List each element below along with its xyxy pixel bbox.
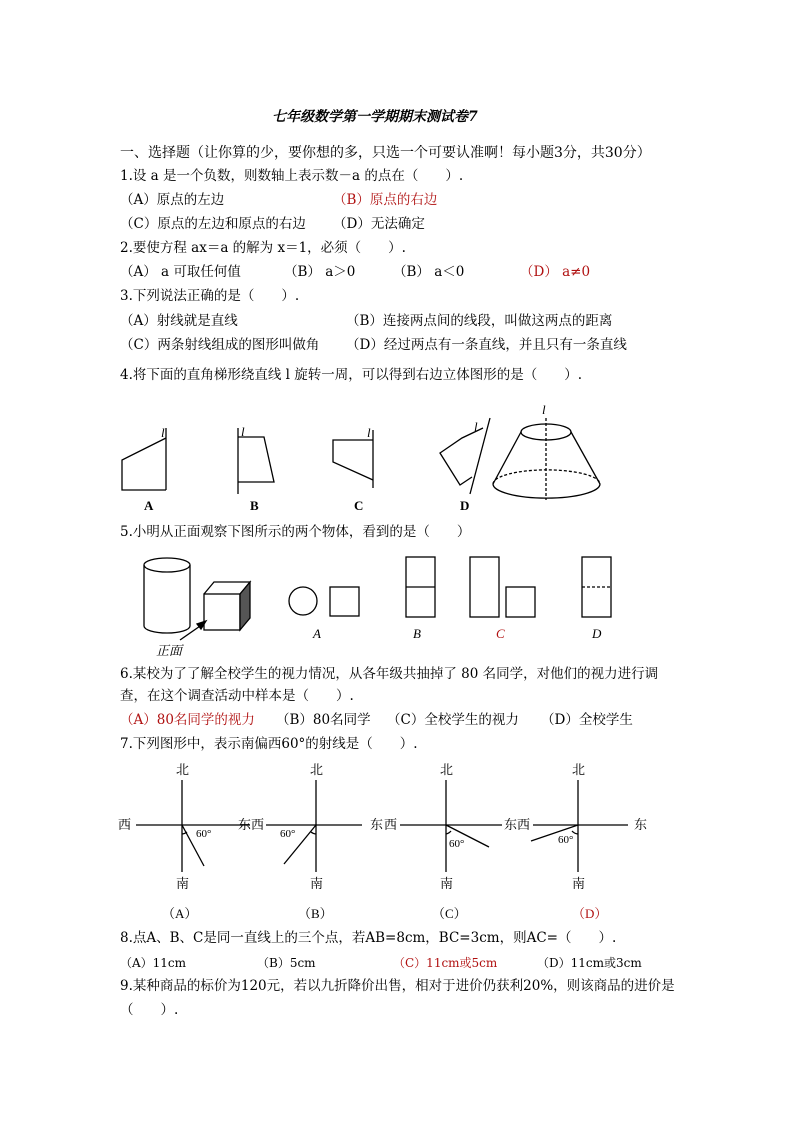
q7c-east: 东 bbox=[504, 817, 518, 832]
q5-solids bbox=[144, 558, 250, 640]
q9-stem-line1: 9.某种商品的标价为120元，若以九折降价出售，相对于进价仍获利20%，则该商品的进价是 bbox=[120, 978, 675, 994]
q4-figure-d bbox=[440, 418, 490, 494]
q7b-north: 北 bbox=[310, 762, 324, 777]
q7-compass-b bbox=[266, 780, 362, 872]
q2-stem: 2.要使方程 ax＝a 的解为 x＝1，必须（ ）. bbox=[120, 240, 406, 256]
q6-option-d: （D）全校学生 bbox=[541, 712, 633, 728]
q5-label-a: A bbox=[313, 626, 321, 641]
q4-axis-label-d: l bbox=[474, 419, 478, 434]
q5-option-d-shapes bbox=[582, 557, 611, 617]
q8-stem: 8.点A、B、C是同一直线上的三个点，若AB=8cm，BC=3cm，则AC=（ ）. bbox=[120, 930, 617, 946]
q7b-west: 西 bbox=[251, 817, 265, 832]
q8-option-d: （D）11cm或3cm bbox=[537, 956, 642, 970]
q7b-angle: 60° bbox=[280, 828, 296, 840]
q2-option-b: （B） a＞0 bbox=[284, 264, 356, 280]
q6-option-c: （C）全校学生的视力 bbox=[387, 712, 519, 728]
q7-label-d: （D） bbox=[572, 906, 608, 921]
q5-label-c: C bbox=[496, 626, 505, 641]
q4-axis-label-frustum: l bbox=[542, 402, 546, 417]
q6-option-a: （A）80名同学的视力 bbox=[120, 712, 255, 728]
q7d-angle: 60° bbox=[558, 834, 574, 846]
q7d-west: 西 bbox=[517, 817, 531, 832]
q3-option-b: （B）连接两点间的线段，叫做这两点的距离 bbox=[346, 313, 613, 329]
q7c-south: 南 bbox=[440, 876, 454, 891]
q7c-angle: 60° bbox=[449, 838, 465, 850]
q3-option-a: （A）射线就是直线 bbox=[120, 313, 238, 329]
q7-compass-d bbox=[531, 780, 628, 872]
q4-stem: 4.将下面的直角梯形绕直线 l 旋转一周，可以得到右边立体图形的是（ ）. bbox=[120, 367, 583, 383]
q4-label-c: C bbox=[354, 498, 364, 513]
q6-stem-line2: 查，在这个调查活动中样本是（ ）. bbox=[120, 688, 354, 704]
q2-option-d: （D） a≠0 bbox=[520, 264, 591, 280]
q5-option-a-shapes bbox=[289, 587, 359, 616]
q4-label-d: D bbox=[460, 498, 470, 513]
q4-label-a: A bbox=[144, 498, 154, 513]
q7a-east: 东 bbox=[238, 817, 252, 832]
q4-axis-label-b: l bbox=[241, 424, 245, 439]
q7-label-a: （A） bbox=[162, 906, 198, 921]
q5-front-label: 正面 bbox=[156, 643, 183, 658]
q7-compass-a bbox=[136, 780, 250, 872]
q7a-south: 南 bbox=[176, 876, 190, 891]
section-header: 一、选择题（让你算的少，要你想的多，只选一个可要认准啊！每小题3分，共30分） bbox=[120, 145, 651, 161]
q3-stem: 3.下列说法正确的是（ ）. bbox=[120, 288, 300, 304]
q7b-east: 东 bbox=[370, 817, 384, 832]
q7d-south: 南 bbox=[572, 876, 586, 891]
q7-stem: 7.下列图形中，表示南偏西60°的射线是（ ）. bbox=[120, 736, 418, 752]
q6-option-b: （B）80名同学 bbox=[276, 712, 371, 728]
q8-option-a: （A）11cm bbox=[120, 956, 187, 970]
q7a-west: 西 bbox=[118, 817, 132, 832]
q5-option-b-shapes bbox=[406, 557, 435, 617]
q1-stem: 1.设 a 是一个负数，则数轴上表示数－a 的点在（ ）. bbox=[120, 168, 464, 184]
q7a-north: 北 bbox=[176, 762, 190, 777]
q7d-east: 东 bbox=[634, 817, 648, 832]
q1-option-a: （A）原点的左边 bbox=[120, 192, 225, 208]
q7a-angle: 60° bbox=[196, 828, 212, 840]
q8-option-c: （C）11cm或5cm bbox=[393, 956, 498, 970]
q4-axis-label-a: l bbox=[161, 425, 165, 440]
q3-option-c: （C）两条射线组成的图形叫做角 bbox=[120, 337, 320, 353]
q8-option-b: （B）5cm bbox=[257, 956, 316, 970]
q7c-west: 西 bbox=[384, 817, 398, 832]
q2-option-c: （B） a＜0 bbox=[393, 264, 465, 280]
q7-compass-c bbox=[400, 780, 502, 872]
q7d-north: 北 bbox=[572, 762, 586, 777]
q5-label-b: B bbox=[413, 626, 421, 641]
q2-option-a: （A） a 可取任何值 bbox=[120, 264, 241, 280]
q5-label-d: D bbox=[592, 626, 602, 641]
q5-option-c-shapes bbox=[470, 557, 535, 617]
q1-option-d: （D）无法确定 bbox=[333, 216, 425, 232]
q5-stem: 5.小明从正面观察下图所示的两个物体，看到的是（ ） bbox=[120, 524, 471, 540]
q3-option-d: （D）经过两点有一条直线，并且只有一条直线 bbox=[346, 337, 627, 353]
q4-figure-a bbox=[122, 428, 166, 490]
q4-label-b: B bbox=[250, 498, 259, 513]
q7b-south: 南 bbox=[310, 876, 324, 891]
q4-frustum bbox=[493, 418, 600, 500]
q1-option-c: （C）原点的左边和原点的右边 bbox=[120, 216, 306, 232]
q7-label-b: （B） bbox=[298, 906, 333, 921]
page-title: 七年级数学第一学期期末测试卷7 bbox=[272, 109, 478, 125]
q6-stem-line1: 6.某校为了了解全校学生的视力情况，从各年级共抽掉了 80 名同学，对他们的视力进行调 bbox=[120, 666, 659, 682]
q9-stem-line2: （ ）. bbox=[120, 1002, 179, 1018]
q4-axis-label-c: l bbox=[367, 425, 371, 440]
q7c-north: 北 bbox=[440, 762, 454, 777]
q1-option-b: （B）原点的右边 bbox=[333, 192, 438, 208]
q7-label-c: （C） bbox=[432, 906, 467, 921]
